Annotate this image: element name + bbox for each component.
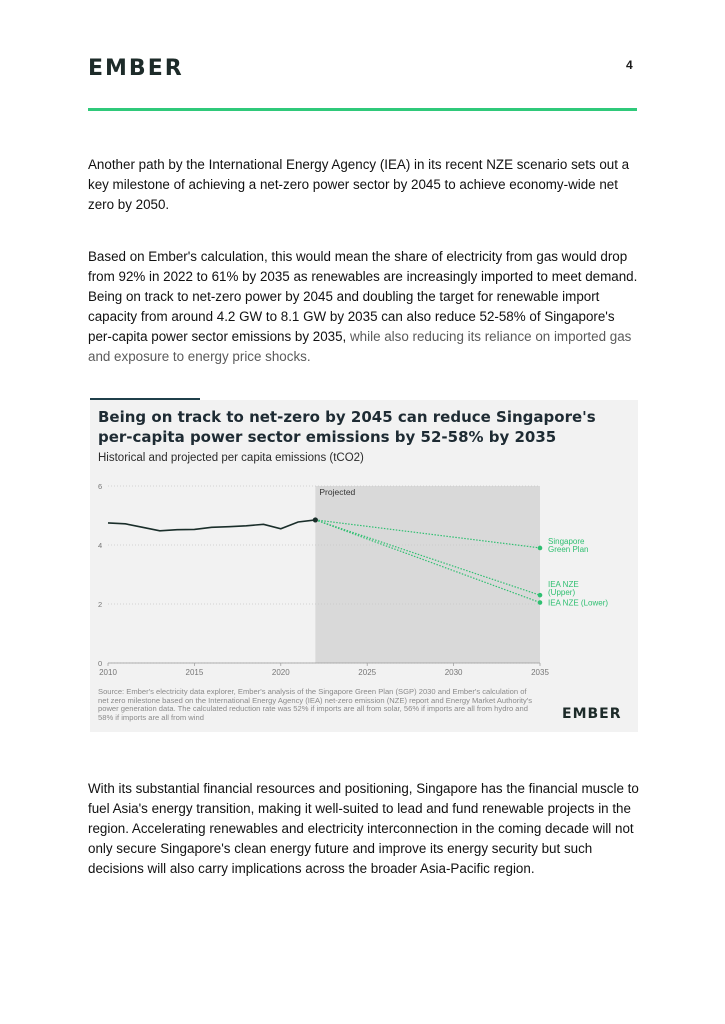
x-tick-label: 2030 <box>444 668 463 677</box>
series-label-3: IEA NZE (Lower) <box>548 598 609 608</box>
x-tick-label: 2020 <box>271 668 290 677</box>
chart-plot <box>90 400 638 732</box>
series-endpoint-1 <box>538 546 543 551</box>
x-tick-label: 2010 <box>99 668 117 677</box>
paragraph-ember-calculation <box>88 247 640 367</box>
historical-endpoint <box>313 517 318 522</box>
chart-ember-logo: EMBER <box>562 706 622 722</box>
x-tick-label: 2015 <box>185 668 204 677</box>
y-tick-label: 2 <box>98 600 103 609</box>
chart-subtitle: Historical and projected per capita emissions (tCO2) <box>98 452 364 464</box>
x-tick-label: 2035 <box>531 668 549 677</box>
series-endpoint-2 <box>538 593 543 598</box>
series-endpoint-3 <box>538 600 543 605</box>
series-label-2: IEA NZE (Upper) <box>548 580 579 598</box>
chart-title: Being on track to net-zero by 2045 can reduce Singapore's per-capita power sector emissions by 52-58% by 2035 <box>98 408 596 446</box>
y-tick-label: 4 <box>98 541 103 550</box>
projected-region <box>315 486 540 663</box>
series-label-1: Singapore Green Plan <box>548 536 589 554</box>
paragraph-financial-muscle: With its substantial financial resources and positioning, Singapore has the financial muscle to fuel Asia's energy transition, making it well-suited to lead and fund renewable projects in the region. Accelerating renewables and electricity interconnection in the coming decade will not only secure Singapore's clean energy future and improve its energy security but such decisions will also carry implications across the broader Asia-Pacific region. <box>88 781 639 876</box>
paragraph-iea-path: Another path by the International Energy Agency (IEA) in its recent NZE scenario sets out a key milestone of achieving a net-zero power sector by 2045 to achieve economy-wide net zero by 2050. <box>88 157 630 212</box>
ember-logo: EMBER <box>88 56 184 81</box>
header-divider <box>88 108 637 111</box>
paragraph-ember-calculation-main: Based on Ember's calculation, this would mean the share of electricity from gas would drop from 92% in 2022 to 61% by 2035 as renewables are increasingly imported to meet demand. Being on track to net-zero power by 2045 and doubling the target for renewable import capacity from around 4.2 GW to 8.1 GW by 2035 can also reduce 52-58% of Singapore's per-capita power sector emissions by 2035, <box>88 249 638 344</box>
series-line-0 <box>108 520 315 531</box>
y-tick-label: 6 <box>98 482 103 491</box>
projected-label: Projected <box>319 487 356 497</box>
paragraph-ember-calculation-tail: while also reducing its reliance on imported gas and exposure to energy price shocks. <box>88 329 632 364</box>
chart-source-note: Source: Ember's electricity data explorer, Ember's analysis of the Singapore Green Plan (SGP) 2030 and Ember's calculation of net zero milestone based on the International Energy Agency (IEA) net-zero emission (NZE) report and Energy Market Authority's power generation data. The calculated reduction rate was 52% if imports are all from solar, 56% if imports are all from hydro and 58% if imports are all from wind <box>98 687 533 722</box>
x-tick-label: 2025 <box>358 668 377 677</box>
page-number: 4 <box>626 58 633 72</box>
emissions-chart <box>90 400 638 732</box>
y-tick-label: 0 <box>98 659 103 668</box>
